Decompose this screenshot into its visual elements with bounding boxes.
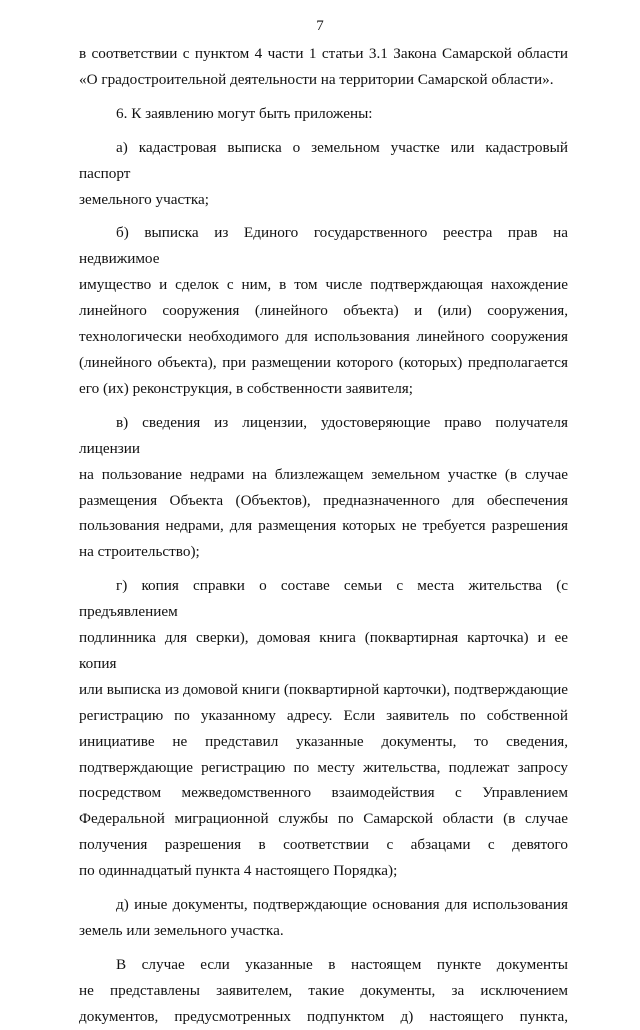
text-line: земель или земельного участка. [79,922,284,939]
text-line: земельного участка; [79,190,210,208]
paragraph [79,41,568,93]
document-body [79,41,568,1030]
text-line: его (их) реконструкция, в собственности заявителя; [79,379,413,397]
text-line: в) сведения из лицензии, удостоверяющие право получателя лицензии [79,413,568,457]
text-line: размещения Объекта (Объектов), предназначенного для обеспечения [79,491,568,509]
text-line: а) кадастровая выписка о земельном участке или кадастровый паспорт [79,138,568,182]
paragraph [79,101,568,127]
text-line: имущество и сделок с ним, в том числе подтверждающая нахождение [79,276,568,294]
text-line: пользования недрами, для размещения которых не требуется разрешения [79,517,568,535]
paragraph [79,952,568,1030]
paragraph [79,892,568,944]
text-line: «О градостроительной деятельности на территории Самарской области». [79,70,554,88]
text-line: Федеральной миграционной службы по Самарской области (в случае [79,810,568,828]
text-line: или выписка из домовой книги (поквартирной карточки), подтверждающие [79,680,568,698]
text-line: д) иные документы, подтверждающие основания для использования [116,896,568,914]
text-line: б) выписка из Единого государственного реестра прав на недвижимое [79,224,568,268]
text-line: регистрацию по указанному адресу. Если заявитель по собственной [79,706,568,724]
paragraph [79,135,568,213]
text-line: получения разрешения в соответствии с абзацами с девятого [79,836,568,854]
text-line: технологически необходимого для использования линейного сооружения [79,328,568,346]
text-line: подлинника для сверки), домовая книга (поквартирная карточка) и ее копия [79,629,568,672]
text-line: по одиннадцатый пункта 4 настоящего Порядка); [79,862,398,880]
text-line: на строительство); [79,543,200,561]
paragraph [79,410,568,565]
text-line: (линейного объекта), при размещении которого (которых) предполагается [79,353,568,371]
text-line: в соответствии с пунктом 4 части 1 статьи 3.1 Закона Самарской области [79,45,568,62]
text-line: линейного сооружения (линейного объекта) и (или) сооружения, [79,302,568,320]
text-line: на пользование недрами на близлежащем земельном участке (в случае [79,465,568,483]
text-line: 6. К заявлению могут быть приложены: [116,104,373,122]
text-line: посредством межведомственного взаимодействия с Управлением [79,784,568,802]
paragraph [79,573,568,884]
text-line: не представлены заявителем, такие документы, за исключением [79,981,568,999]
paragraph [79,220,568,401]
text-line: инициативе не представил указанные документы, то сведения, [79,732,568,750]
text-line: документов, предусмотренных подпунктом д) настоящего пункта, [79,1007,568,1025]
text-line: подтверждающие регистрацию по месту жительства, подлежат запросу [79,758,568,776]
text-line: г) копия справки о составе семьи с места жительства (с предъявлением [79,577,568,621]
text-line: В случае если указанные в настоящем пункте документы [116,955,568,973]
page-number: 7 [316,18,324,34]
